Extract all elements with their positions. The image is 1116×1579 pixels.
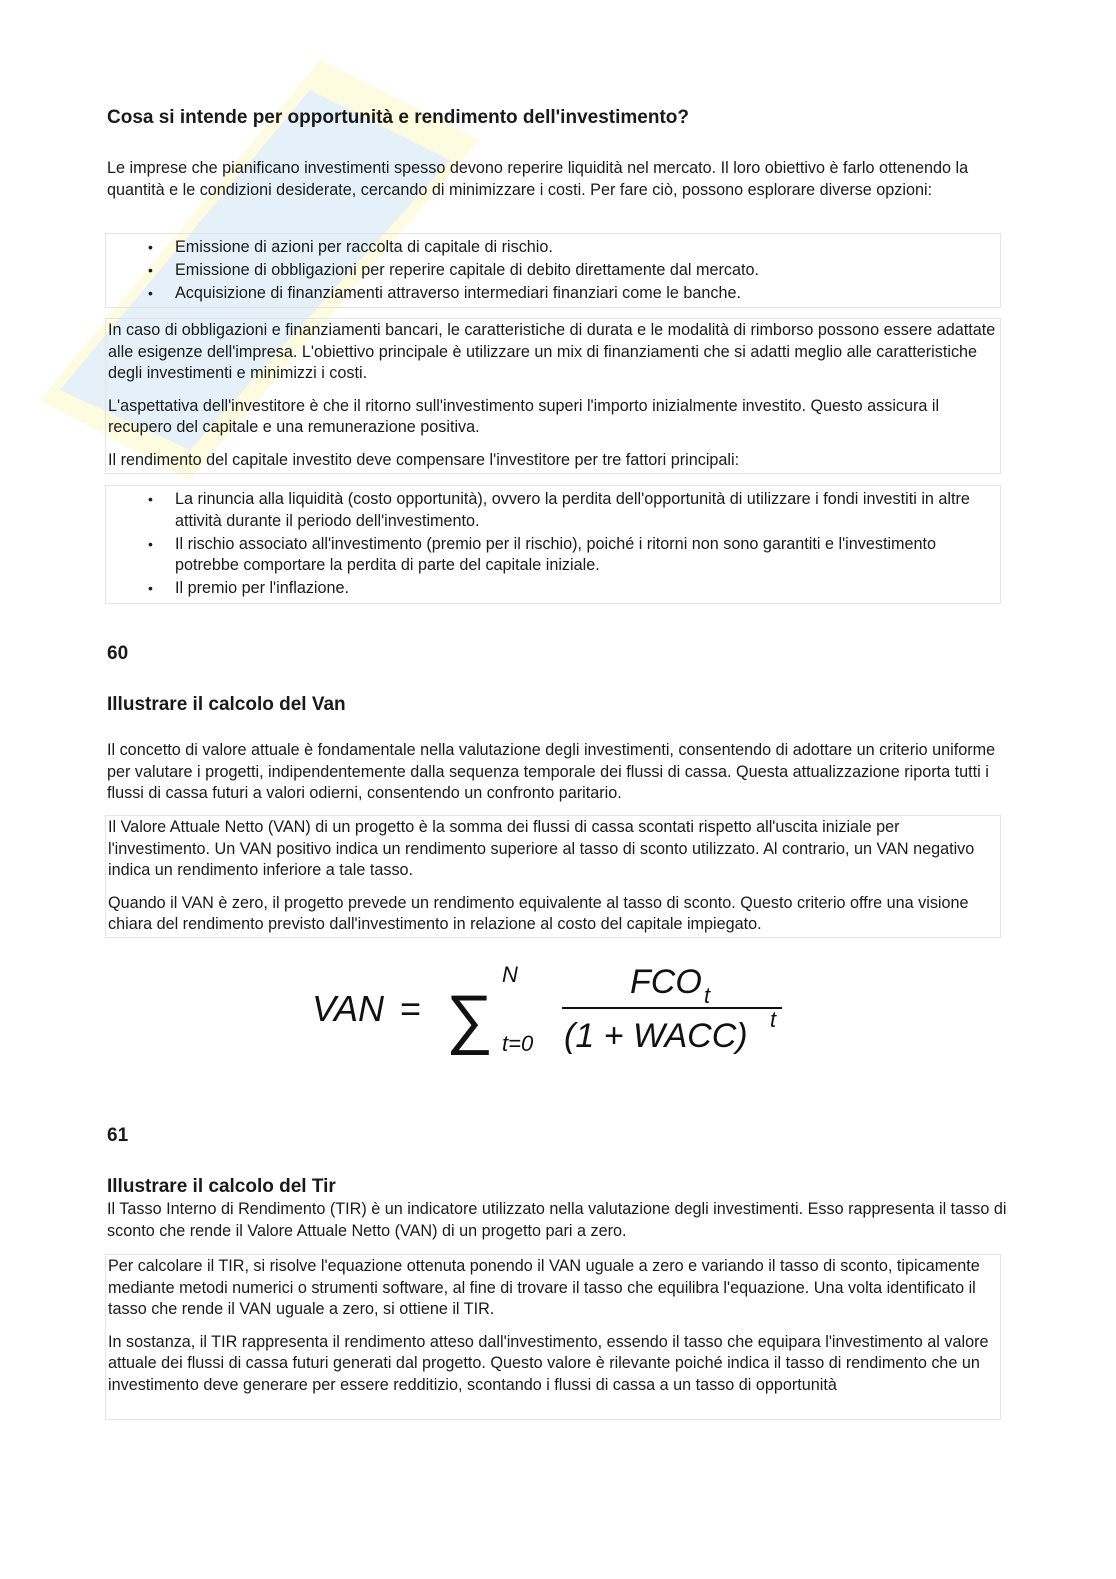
list-item: • Emissione di azioni per raccolta di capitale di rischio. <box>108 237 1000 259</box>
financing-adaptation-paragraph: In caso di obbligazioni e finanziamenti bancari, le caratteristiche di durata e le modalità di rimborso possono essere adattate alle esigenze dell'impresa. L'obiettivo principale è utilizzare un mix di finanziamenti che si adatti meglio alle caratteristiche degli investimenti e minimizzi i costi. <box>108 321 996 382</box>
section-title-opportunity: Cosa si intende per opportunità e rendimento dell'investimento? <box>107 107 689 128</box>
section-title-tir: Illustrare il calcolo del Tir <box>107 1176 336 1197</box>
options-list-box <box>105 233 1001 308</box>
tir-calculation-box <box>105 1254 1001 1420</box>
factors-list-box <box>105 485 1001 604</box>
formula-equals: = <box>400 988 422 1029</box>
tir-summary-paragraph: In sostanza, il TIR rappresenta il rendimento atteso dall'investimento, essendo il tasso che equipara l'investimento al valore attuale dei flussi di cassa futuri generati dal progetto. Questo valore è rilevante poiché indica il tasso di rendimento che un investimento deve generare per essere redditizio, scontando i flussi di cassa a un tasso di opportunità <box>108 1332 989 1394</box>
list-item: • Il rischio associato all'investimento (premio per il rischio), poiché i ritorni non sono garantiti e l'investimento potrebbe comportare la perdita di parte del capitale iniziale. <box>108 534 1000 577</box>
formula-denominator-superscript: t <box>770 1007 777 1032</box>
van-intro: Il concetto di valore attuale è fondamentale nella valutazione degli investimenti, consentendo di adottare un criterio uniforme per valutare i progetti, indipendentemente dalla sequenza temporale dei flussi di cassa. Questa attualizzazione riporta tutti i flussi di cassa futuri a valori odierni, consentendo un confronto paritario. <box>107 741 996 802</box>
investor-expectation-paragraph: L'aspettativa dell'investitore è che il ritorno sull'investimento superi l'importo inizialmente investito. Questo assicura il recupero del capitale e una remunerazione positiva. <box>108 396 940 436</box>
return-factors-list <box>108 489 1000 600</box>
formula-numerator: FCO <box>630 963 702 1001</box>
van-definition-paragraph: Il Valore Attuale Netto (VAN) di un progetto è la somma dei flussi di cassa scontati rispetto all'uscita iniziale per l'investimento. Un VAN positivo indica un rendimento superiore al tasso di sconto utilizzato. Al contrario, un VAN negativo indica un rendimento inferiore a tale tasso. <box>108 818 975 879</box>
formula-denominator: (1 + WACC) <box>564 1017 748 1055</box>
list-item: • Il premio per l'inflazione. <box>108 578 1000 600</box>
formula-numerator-subscript: t <box>704 983 711 1008</box>
formula-lower-limit: t=0 <box>502 1031 534 1056</box>
question-number-60: 60 <box>107 643 129 664</box>
section-title-van: Illustrare il calcolo del Van <box>107 694 346 715</box>
list-item: • Emissione di obbligazioni per reperire capitale di debito direttamente dal mercato. <box>108 260 1000 282</box>
van-definition-box <box>105 815 1001 938</box>
question-number-61: 61 <box>107 1125 129 1146</box>
formula-sigma: ∑ <box>446 981 494 1055</box>
formula-upper-limit: N <box>502 962 518 987</box>
van-zero-paragraph: Quando il VAN è zero, il progetto prevede un rendimento equivalente al tasso di sconto. Questo criterio offre una visione chiara del rendimento previsto dall'investimento in relazione al costo del capitale impiegato. <box>108 893 969 933</box>
tir-calculation-paragraph: Per calcolare il TIR, si risolve l'equazione ottenuta ponendo il VAN uguale a zero e variando il tasso di sconto, tipicamente mediante metodi numerici o strumenti software, al fine di trovare il tasso che equilibra l'equazione. Una volta identificato il tasso che rende il VAN uguale a zero, si ottiene il TIR. <box>108 1257 980 1318</box>
investor-expectations-box <box>105 318 1001 474</box>
list-item: • Acquisizione di finanziamenti attraverso intermediari finanziari come le banche. <box>108 283 1000 305</box>
financing-options-list <box>108 237 1000 305</box>
formula-lhs: VAN <box>312 988 385 1029</box>
return-factors-paragraph: Il rendimento del capitale investito deve compensare l'investitore per tre fattori principali: <box>108 450 740 469</box>
opportunity-intro: Le imprese che pianificano investimenti spesso devono reperire liquidità nel mercato. Il loro obiettivo è farlo ottenendo la quantità e le condizioni desiderate, cercando di minimizzare i costi. Per fare ciò, possono esplorare diverse opzioni: <box>107 159 969 199</box>
van-formula <box>312 955 792 1065</box>
list-item: • La rinuncia alla liquidità (costo opportunità), ovvero la perdita dell'opportunità di utilizzare i fondi investiti in altre attività durante il periodo dell'investimento. <box>108 489 1000 532</box>
tir-intro: Il Tasso Interno di Rendimento (TIR) è un indicatore utilizzato nella valutazione degli investimenti. Esso rappresenta il tasso di sconto che rende il Valore Attuale Netto (VAN) di un progetto pari a zero. <box>107 1200 1007 1240</box>
